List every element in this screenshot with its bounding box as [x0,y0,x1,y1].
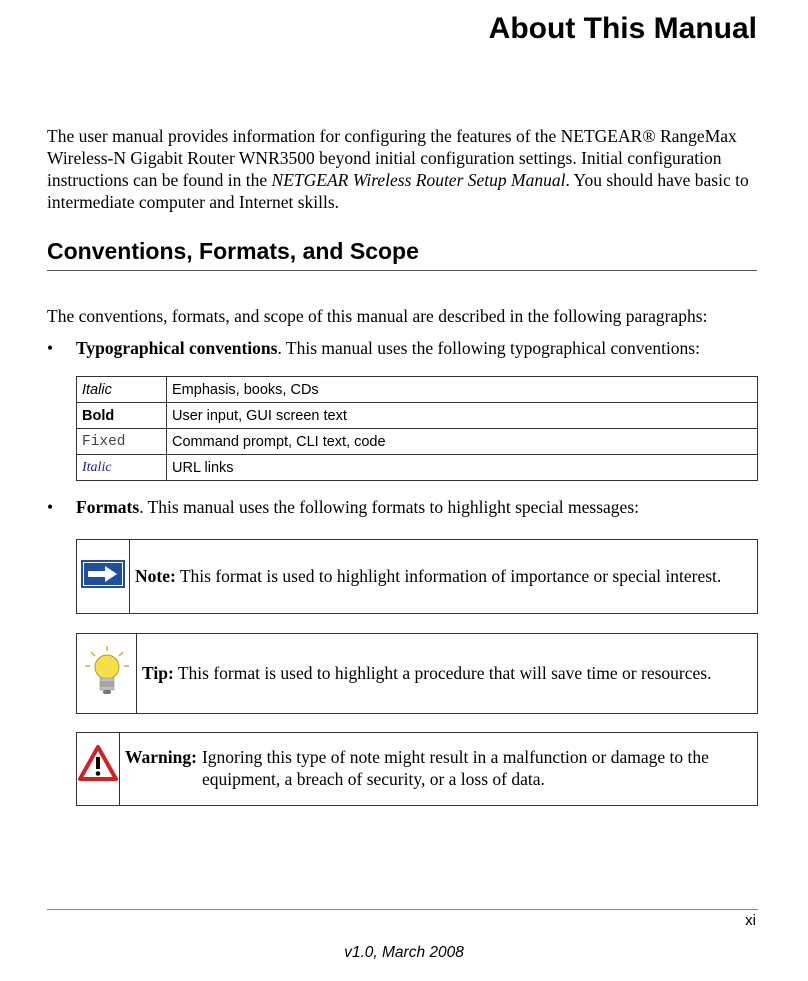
warning-label: Warning: [125,747,197,767]
page-number: xi [745,912,756,929]
registered-mark: ® [642,126,656,146]
tip-box [76,633,758,714]
note-body: This format is used to highlight information of importance or special interest. [175,566,722,586]
bullet-text: . This manual uses the following formats to highlight special messages: [139,497,639,517]
intro-text-1: The user manual provides information for configuring the features of the NETGEAR [47,126,643,146]
section-heading: Conventions, Formats, and Scope [47,238,757,271]
lightbulb-icon [83,644,131,698]
tip-label: Tip: [142,663,174,683]
table-cell-description: Emphasis, books, CDs [167,377,758,403]
bullet-marker: • [47,497,54,517]
setup-manual-title: NETGEAR Wireless Router Setup Manual [271,170,566,190]
table-cell-description: User input, GUI screen text [167,403,758,429]
table-cell-style: Italic [77,377,167,403]
table-cell-style: Italic [77,455,167,481]
warning-box [76,732,758,806]
table-cell-style: Bold [77,403,167,429]
bullet-label: Typographical conventions [76,338,278,358]
note-box [76,539,758,614]
table-row [77,403,758,429]
bullet-text: . This manual uses the following typographical conventions: [277,338,700,358]
warning-icon-cell [77,733,120,805]
warning-text [120,733,757,805]
table-row [77,455,758,481]
bullet-formats [47,497,639,518]
warning-triangle-icon [77,744,119,782]
bullet-marker: • [47,338,54,358]
bullet-typographical [47,338,700,359]
note-icon-cell [77,540,130,613]
note-label: Note: [135,566,176,586]
arrow-right-icon [81,560,125,588]
table-cell-style: Fixed [77,429,167,455]
typography-table [76,376,758,481]
footer-rule [47,909,758,910]
intro-text-3: . You should have basic to intermediate computer and Internet skills. [47,170,749,212]
warning-body: Ignoring this type of note might result in a malfunction or damage to the equipment, a breach of security, or a loss of data. [201,747,709,789]
intro-paragraph [47,125,759,213]
tip-icon-cell [77,634,137,713]
table-cell-description: URL links [167,455,758,481]
note-text [130,540,721,613]
page-title: About This Manual [488,12,757,45]
table-row [77,377,758,403]
conventions-intro: The conventions, formats, and scope of this manual are described in the following paragraphs: [47,306,708,326]
table-cell-description: Command prompt, CLI text, code [167,429,758,455]
tip-text [137,634,711,713]
version-footer: v1.0, March 2008 [344,944,464,961]
table-row [77,429,758,455]
bullet-label: Formats [76,497,140,517]
tip-body: This format is used to highlight a procedure that will save time or resources. [173,663,712,683]
intro-text-2: RangeMax Wireless-N Gigabit Router WNR3500 beyond initial configuration settings. Initial configuration instructions can be found in the [47,126,737,190]
